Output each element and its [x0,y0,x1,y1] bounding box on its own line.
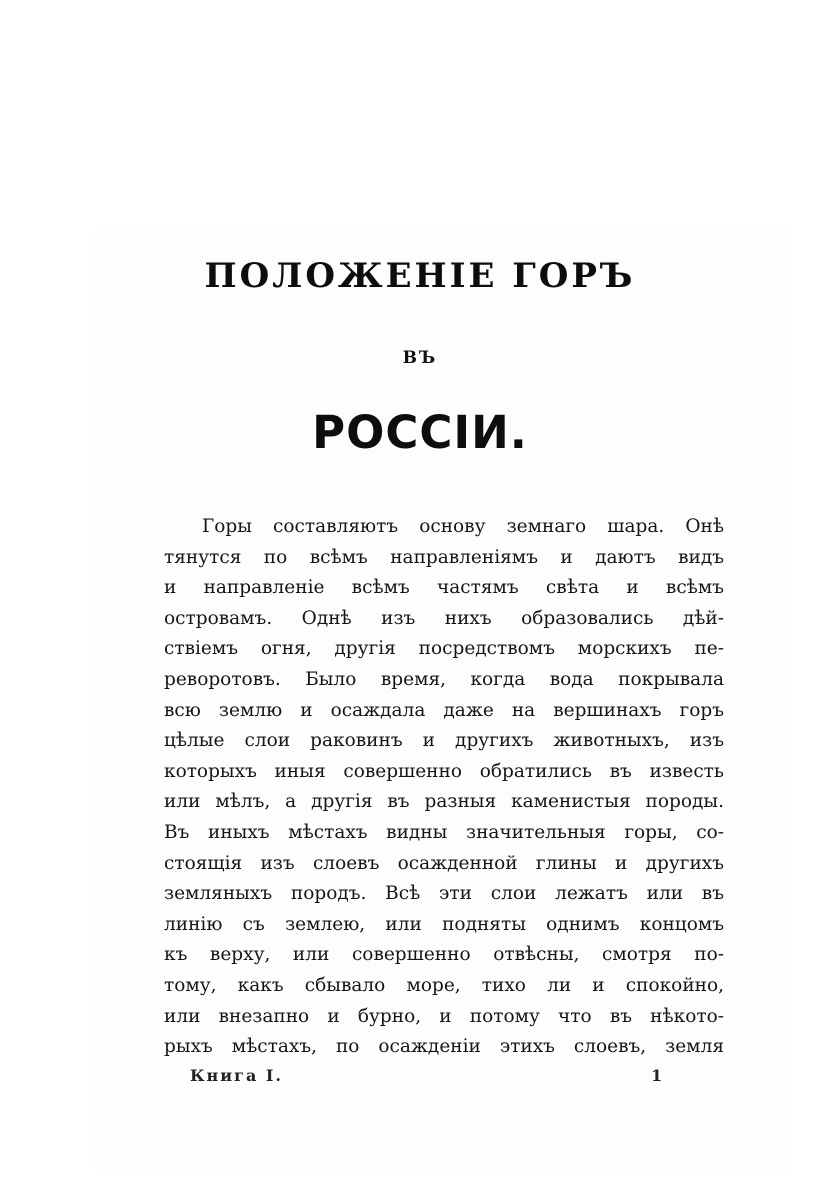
text-line: тому, какъ сбывало море, тихо ли и спокойно, [164,974,724,996]
signature-mark: Книга I. [190,1066,283,1085]
text-line: Горы составляютъ основу земнаго шара. Онѣ [202,516,724,537]
text-line: которыхъ иныя совершенно обратились въ известь [164,760,724,782]
title-preposition: ВЪ [402,348,438,368]
text-line: земляныхъ породъ. Всѣ эти слои лежатъ или въ [164,883,724,905]
text-line: или мѣлъ, а другія въ разныя каменистыя породы. [164,791,724,813]
text-line: къ верху, или совершенно отвѣсны, смотря по- [164,944,724,966]
text-line: тянутся по всѣмъ направленіямъ и даютъ видъ [164,546,724,568]
text-line: островамъ. Однѣ изъ нихъ образовались дѣй- [164,607,724,629]
text-line: Въ иныхъ мѣстахъ видны значительныя горы, со- [164,821,724,843]
text-line: рыхъ мѣстахъ, по осажденіи этихъ слоевъ, земля [164,1036,724,1058]
text-line: стоящія изъ слоевъ осажденной глины и другихъ [164,852,724,874]
text-line: линію съ землею, или подняты однимъ концомъ [164,913,724,935]
text-line: цѣлые слои раковинъ и другихъ животныхъ, изъ [164,730,724,752]
title-country: РОССІИ. [312,406,528,459]
text-line: всю землю и осаждала даже на вершинахъ горъ [164,699,724,721]
page-number: 1 [651,1066,663,1085]
body-text [164,512,724,1063]
text-line: ствіемъ огня, другія посредствомъ морскихъ пе- [164,638,724,660]
text-line: реворотовъ. Было время, когда вода покрывала [164,668,724,690]
text-line: или внезапно и бурно, и потому что въ нѣкото- [164,1005,724,1027]
text-line: и направленіе всѣмъ частямъ свѣта и всѣмъ [164,577,724,599]
page-title: ПОЛОЖЕНІЕ ГОРЪ [204,256,636,296]
